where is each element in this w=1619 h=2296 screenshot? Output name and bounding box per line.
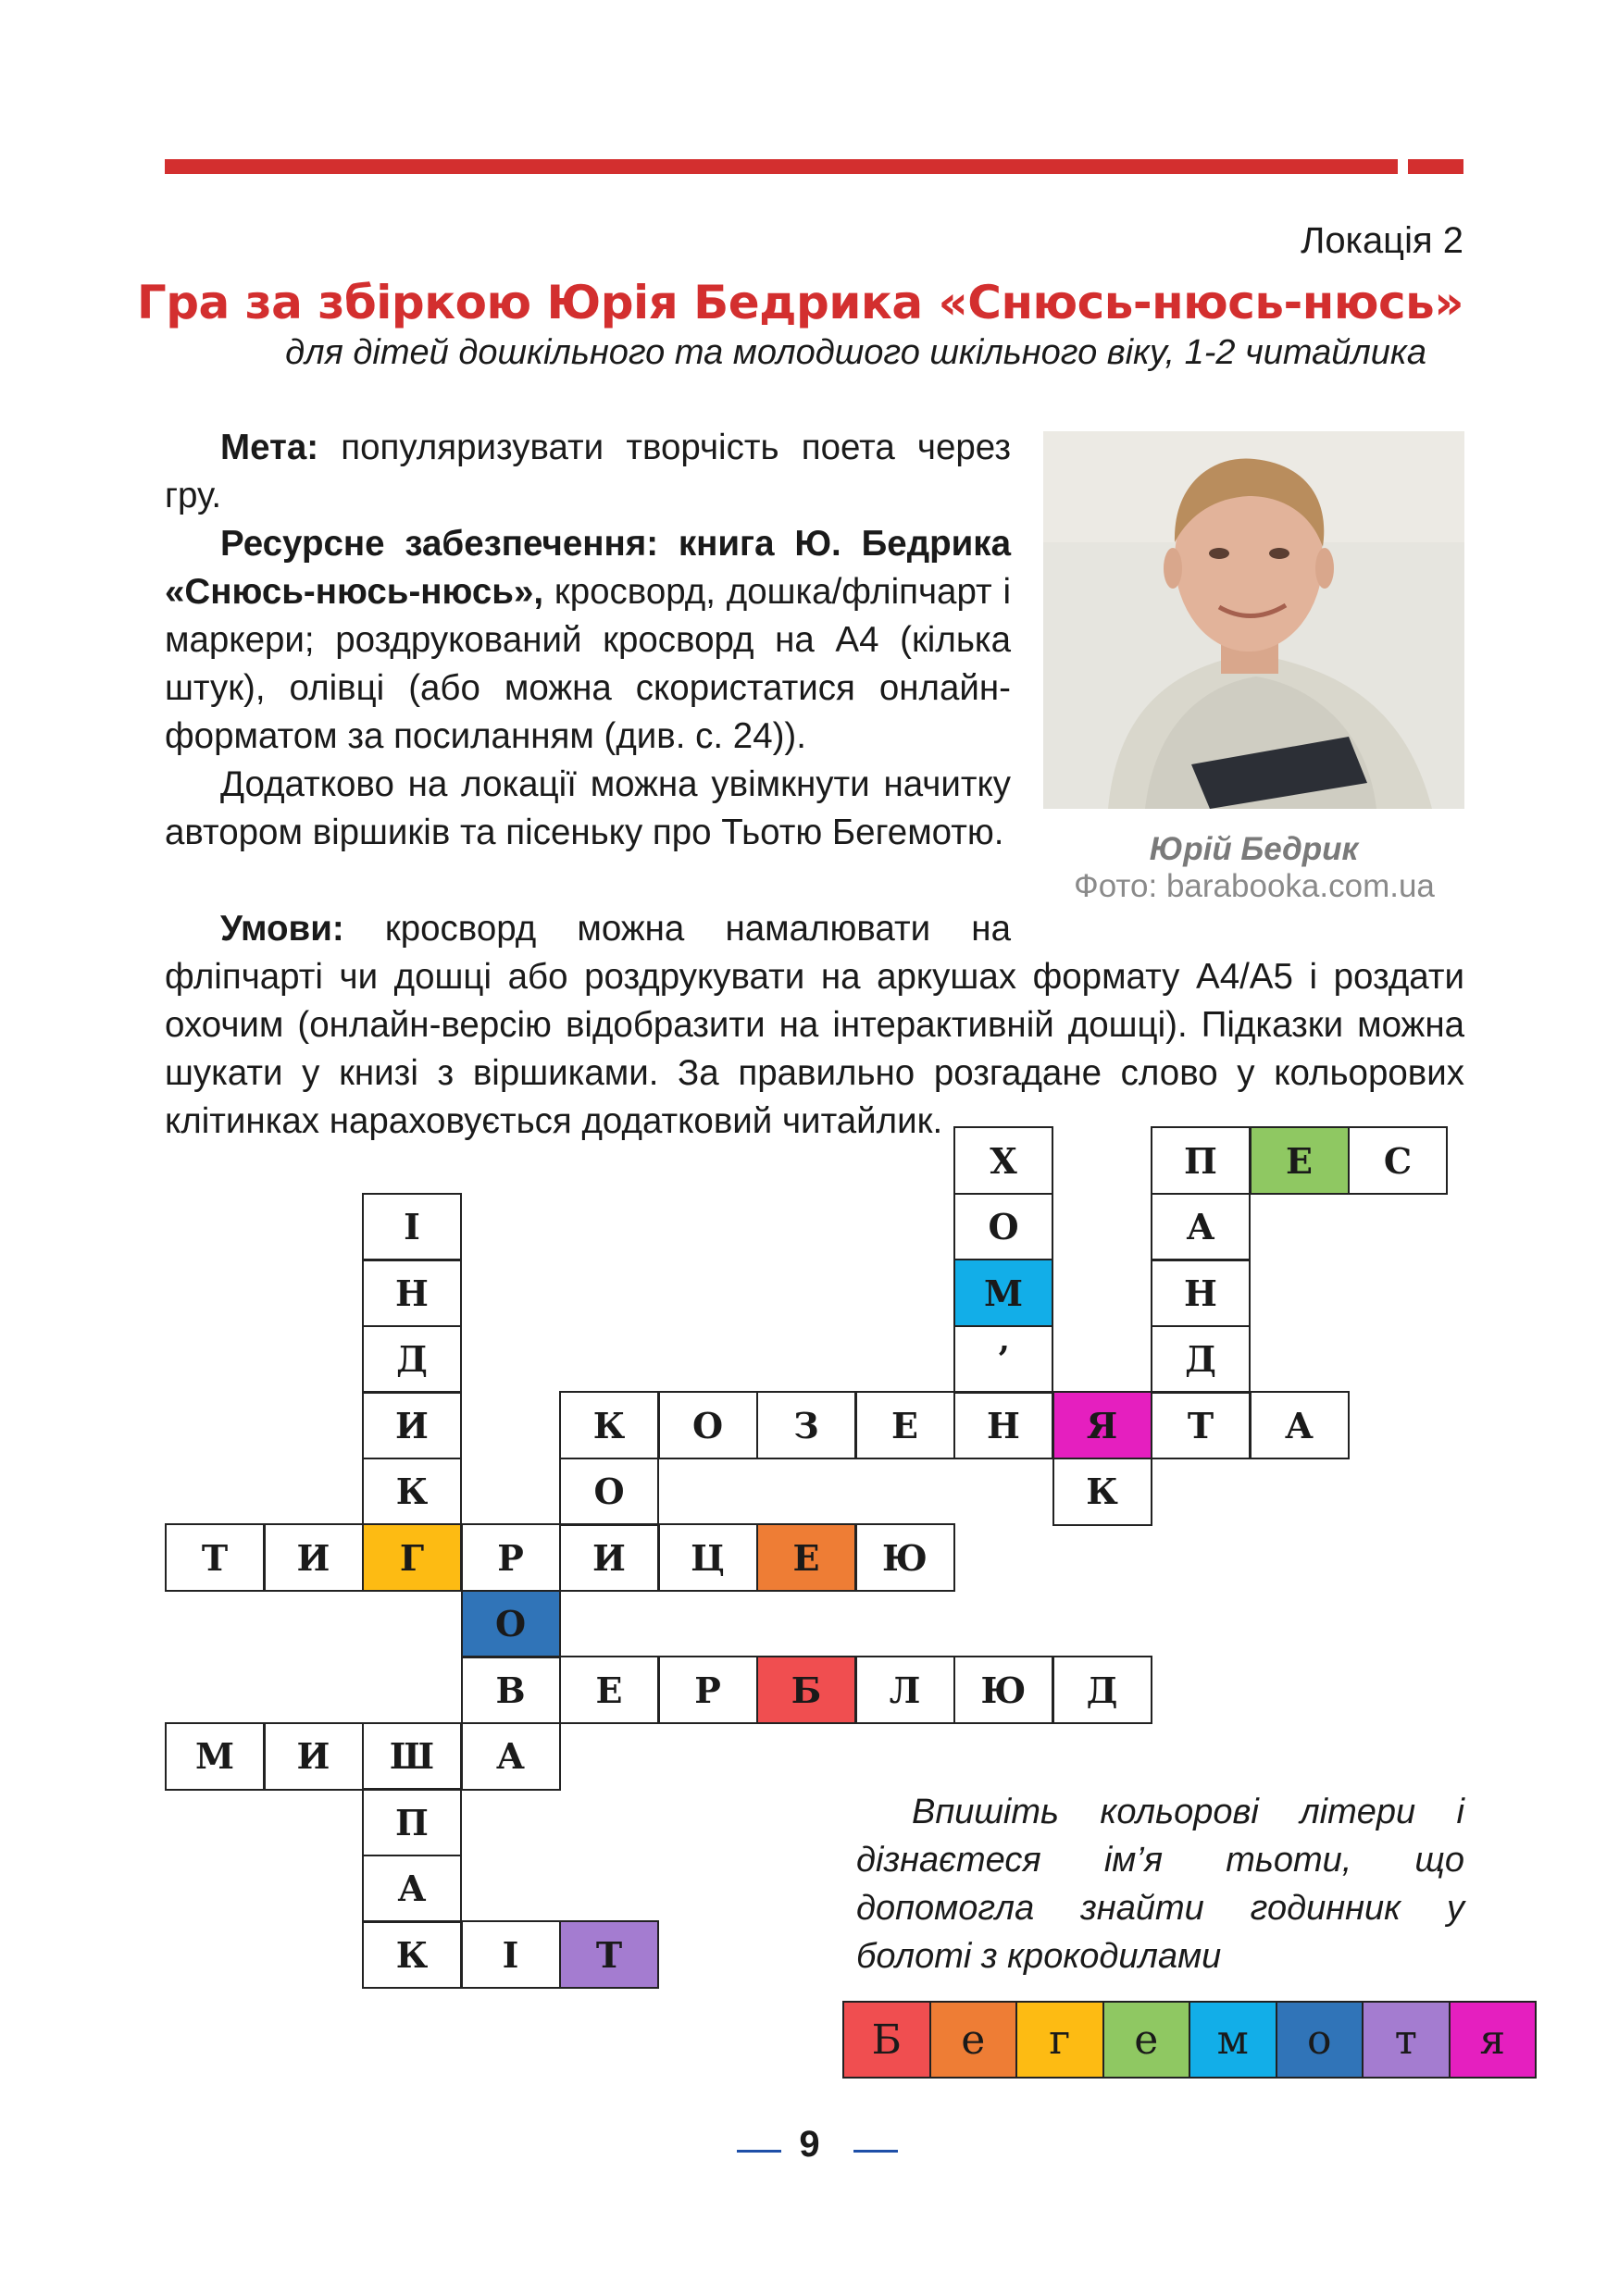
crossword-cell: Н bbox=[362, 1259, 462, 1327]
answer-cell: г bbox=[1015, 2001, 1104, 2079]
crossword-cell: І bbox=[362, 1193, 462, 1261]
answer-cell: е bbox=[1102, 2001, 1191, 2079]
answer-cell: я bbox=[1449, 2001, 1538, 2079]
crossword-cell: Ш bbox=[362, 1722, 462, 1791]
crossword-cell: К bbox=[1052, 1458, 1152, 1526]
crossword-cell: Е bbox=[1250, 1126, 1350, 1195]
crossword-hint bbox=[856, 1788, 1464, 1980]
crossword-cell: З bbox=[756, 1391, 856, 1459]
crossword-cell: С bbox=[1348, 1126, 1448, 1195]
crossword-cell: Т bbox=[165, 1523, 265, 1592]
crossword-cell: И bbox=[264, 1523, 364, 1592]
resources-paragraph bbox=[165, 520, 1011, 761]
crossword-cell: Е bbox=[559, 1656, 659, 1724]
crossword-cell: О bbox=[559, 1458, 659, 1526]
crossword-cell: Н bbox=[1151, 1259, 1251, 1327]
photo-caption-credit: Фото: barabooka.com.ua bbox=[1074, 868, 1435, 904]
crossword-cell: В bbox=[461, 1656, 561, 1724]
crossword-cell: А bbox=[461, 1722, 561, 1791]
crossword-cell: И bbox=[264, 1722, 364, 1791]
conditions-paragraph-rest: фліпчарті чи дошці або роздрукувати на аркушах формату А4/А5 і роздати охочим (онлайн-версію відобразити на інтерактивній дошці). Підказки можна шукати у книзі з віршиками. За правильно розгадане слово у кольорових клітинках нараховується додатковий читайлик. bbox=[165, 957, 1464, 1141]
page-number-line-right bbox=[853, 2150, 898, 2153]
answer-cell: т bbox=[1362, 2001, 1451, 2079]
conditions-paragraph-start bbox=[165, 905, 1011, 953]
crossword-cell: П bbox=[1151, 1126, 1251, 1195]
crossword-cell: ’ bbox=[953, 1325, 1053, 1394]
crossword-cell: О bbox=[953, 1193, 1053, 1261]
crossword-cell: А bbox=[1250, 1391, 1350, 1459]
crossword-cell: Б bbox=[756, 1656, 856, 1724]
page-number: 9 bbox=[799, 2124, 820, 2165]
crossword-cell: Ц bbox=[658, 1523, 758, 1592]
answer-row bbox=[844, 2001, 1537, 2079]
resources-text: кросворд, дошка/фліпчарт і маркери; роздрукований кросворд на А4 (кілька штук), олівці (або можна скористатися онлайн-форматом за посиланням (див. с. 24)). bbox=[165, 572, 1011, 756]
photo-caption-name: Юрій Бедрик bbox=[1149, 831, 1359, 867]
crossword-cell: И bbox=[362, 1391, 462, 1459]
answer-cell: е bbox=[929, 2001, 1018, 2079]
crossword-cell: А bbox=[362, 1855, 462, 1923]
page-subtitle: для дітей дошкільного та молодшого шкільного віку, 1-2 читайлика bbox=[285, 333, 1426, 372]
crossword-cell: Ю bbox=[953, 1656, 1053, 1724]
crossword-cell: Т bbox=[559, 1920, 659, 1989]
hint-text: Впишіть кольорові літери і дізнаєтеся ім’я тьоти, що допомогла знайти годинник у болоті з крокодилами bbox=[856, 1793, 1464, 1976]
extra-paragraph bbox=[165, 761, 1011, 857]
crossword-cell: О bbox=[658, 1391, 758, 1459]
goal-paragraph bbox=[165, 424, 1011, 520]
extra-text: Додатково на локації можна увімкнути начитку автором віршиків та пісеньку про Тьотю Бегемотю. bbox=[165, 764, 1011, 852]
answer-cell: Б bbox=[842, 2001, 931, 2079]
crossword-cell: П bbox=[362, 1788, 462, 1856]
crossword-cell: Д bbox=[1151, 1325, 1251, 1394]
crossword-cell: І bbox=[461, 1920, 561, 1989]
answer-cell: о bbox=[1276, 2001, 1364, 2079]
crossword-cell: Р bbox=[658, 1656, 758, 1724]
crossword-cell: Д bbox=[1052, 1656, 1152, 1724]
crossword-cell: Т bbox=[1151, 1391, 1251, 1459]
author-photo-image bbox=[1043, 431, 1464, 809]
crossword-cell: К bbox=[362, 1920, 462, 1989]
crossword-cell: Л bbox=[855, 1656, 955, 1724]
resources-label: Ресурсне забезпечення: книга Ю. Бедрика «Снюсь-нюсь-нюсь», bbox=[165, 524, 1011, 612]
page-title: Гра за збіркою Юрія Бедрика «Снюсь-нюсь-нюсь» bbox=[136, 276, 1463, 329]
location-label: Локація 2 bbox=[1301, 220, 1463, 261]
crossword-cell: М bbox=[953, 1259, 1053, 1327]
conditions-label: Умови: bbox=[220, 909, 344, 949]
answer-cell: м bbox=[1189, 2001, 1277, 2079]
top-rule-tail bbox=[1408, 159, 1463, 174]
crossword-cell: Е bbox=[855, 1391, 955, 1459]
crossword-cell: Г bbox=[362, 1523, 462, 1592]
author-photo bbox=[1043, 431, 1464, 809]
top-rule bbox=[165, 159, 1398, 174]
goal-label: Мета: bbox=[220, 428, 319, 467]
crossword-cell: Х bbox=[953, 1126, 1053, 1195]
goal-text: популяризувати творчість поета через гру. bbox=[165, 428, 1011, 515]
crossword-cell: О bbox=[461, 1590, 561, 1658]
crossword-cell: К bbox=[362, 1458, 462, 1526]
crossword-cell: Е bbox=[756, 1523, 856, 1592]
crossword-cell: А bbox=[1151, 1193, 1251, 1261]
crossword-cell: К bbox=[559, 1391, 659, 1459]
crossword-cell: М bbox=[165, 1722, 265, 1791]
crossword-cell: Д bbox=[362, 1325, 462, 1394]
conditions-text-start: кросворд можна намалювати на bbox=[343, 909, 1011, 949]
crossword-cell: Н bbox=[953, 1391, 1053, 1459]
crossword-cell: Я bbox=[1052, 1391, 1152, 1459]
crossword-cell: И bbox=[559, 1523, 659, 1592]
crossword-cell: Ю bbox=[855, 1523, 955, 1592]
crossword-cell: Р bbox=[461, 1523, 561, 1592]
